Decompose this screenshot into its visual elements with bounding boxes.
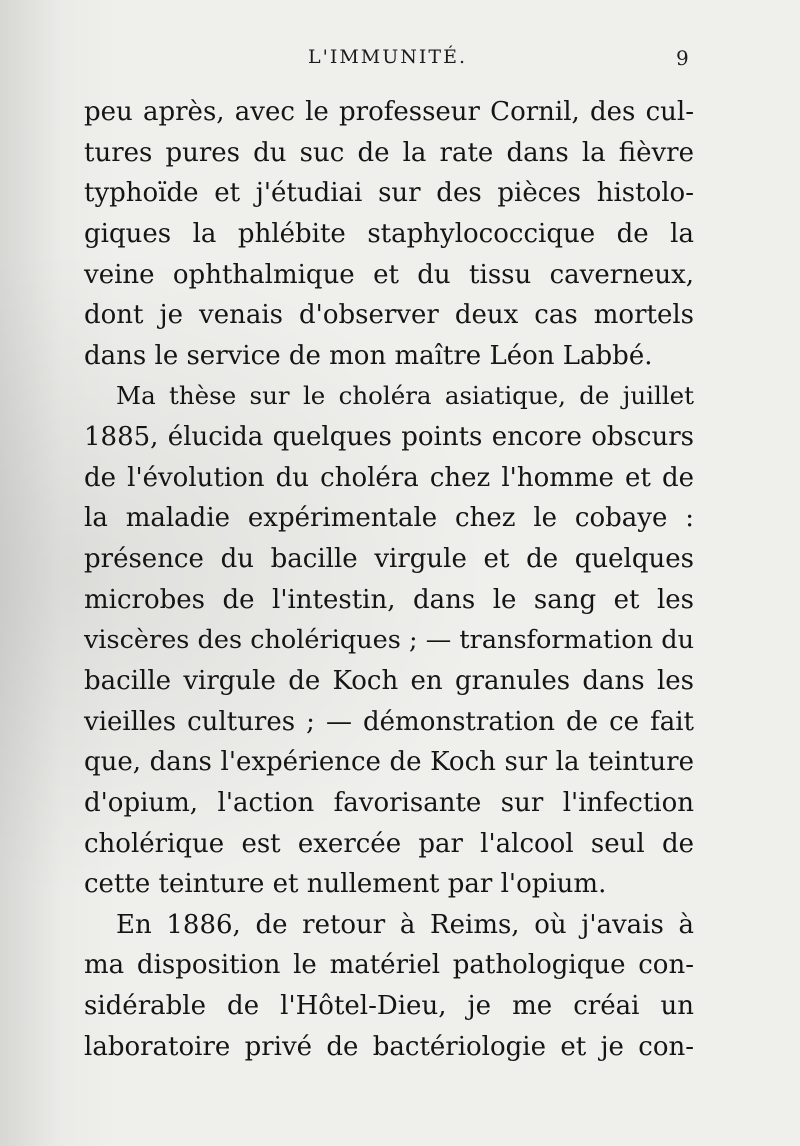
text-line: dans le service de mon maître Léon Labbé.: [84, 340, 653, 371]
text-line: d'opium, l'action favorisante sur l'infection: [84, 787, 694, 818]
text-line: ma disposition le matériel pathologique con-: [84, 950, 694, 981]
body-text: [84, 92, 694, 1067]
text-line: 1885, élucida quelques points encore obscurs: [84, 422, 694, 453]
text-line: giques la phlébite staphylococcique de la: [84, 218, 694, 249]
text-line: dont je venais d'observer deux cas mortels: [84, 300, 694, 331]
running-header: [0, 40, 800, 70]
paragraph-start-line: Ma thèse sur le choléra asiatique, de juillet: [116, 381, 694, 411]
text-line: viscères des cholériques ; — transformation du: [84, 625, 694, 656]
text-line: microbes de l'intestin, dans le sang et les: [84, 584, 694, 615]
text-line: présence du bacille virgule et de quelques: [84, 544, 694, 575]
page-number: 9: [676, 46, 689, 70]
text-line: typhoïde et j'étudiai sur des pièces histolo-: [84, 178, 694, 209]
text-line: cette teinture et nullement par l'opium.: [84, 869, 607, 900]
text-line: bacille virgule de Koch en granules dans les: [84, 665, 694, 696]
text-line: tures pures du suc de la rate dans la fièvre: [84, 137, 694, 168]
text-line: cholérique est exercée par l'alcool seul de: [84, 828, 694, 859]
text-line: la maladie expérimentale chez le cobaye :: [84, 503, 694, 534]
text-line: sidérable de l'Hôtel-Dieu, je me créai un: [84, 991, 694, 1022]
paragraph-start-line: En 1886, de retour à Reims, où j'avais à: [116, 909, 694, 940]
text-line: laboratoire privé de bactériologie et je con-: [84, 1031, 694, 1062]
running-title: L'IMMUNITÉ.: [308, 46, 467, 68]
text-line: veine ophthalmique et du tissu caverneux,: [84, 259, 694, 290]
text-line: que, dans l'expérience de Koch sur la teinture: [84, 747, 694, 778]
text-line: de l'évolution du choléra chez l'homme et de: [84, 462, 694, 493]
text-line: peu après, avec le professeur Cornil, des cul-: [84, 97, 694, 127]
text-line: vieilles cultures ; — démonstration de ce fait: [84, 706, 694, 737]
